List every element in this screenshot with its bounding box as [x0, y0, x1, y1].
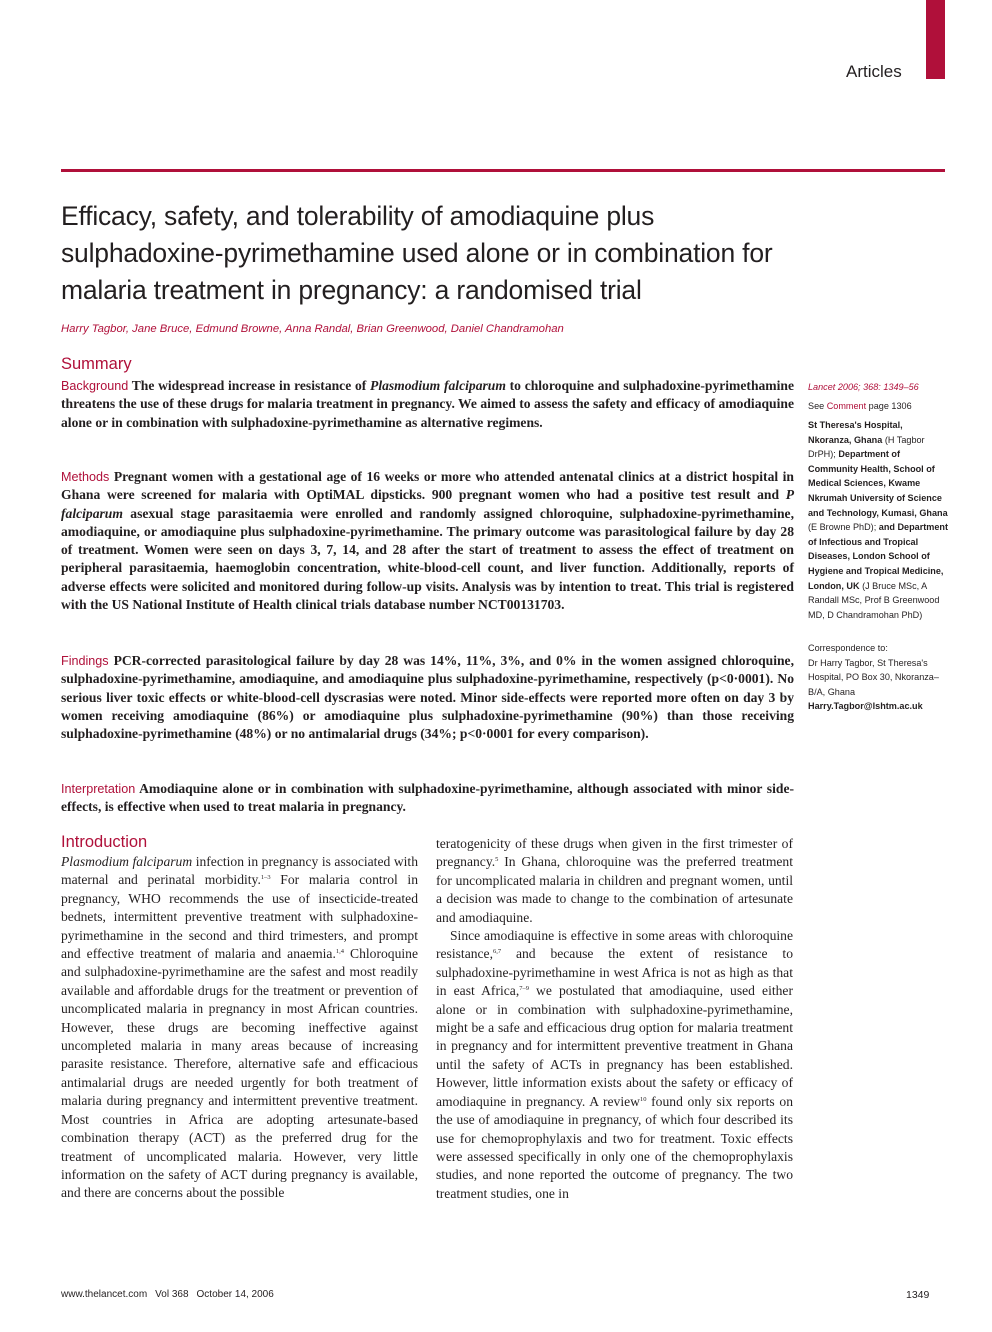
reference-marker[interactable]: 1,4 [335, 948, 344, 956]
body-column-left [61, 853, 418, 1203]
findings-label: Findings [61, 654, 109, 668]
article-title: Efficacy, safety, and tolerability of amodiaquine plus sulphadoxine-pyrimethamine used alone or in combination for malaria treatment in pregnancy: a randomised trial [61, 201, 773, 305]
intro-paragraph-1 [61, 853, 418, 1203]
intro-paragraph-1-cont [436, 835, 793, 927]
summary-heading: Summary [61, 355, 132, 373]
section-label: Articles [846, 62, 902, 81]
correspondence-email[interactable]: Harry.Tagbor@lshtm.ac.uk [808, 701, 923, 712]
reference-marker[interactable]: 10 [639, 1095, 647, 1103]
affiliation-2-people: (E Browne PhD); [808, 522, 877, 533]
volume: Vol 368 [155, 1289, 189, 1300]
background-text-cont: to chloroquine and sulphadoxine-pyrimethamine threatens the use of these drugs for malaria treatment in pregnancy. We aimed to assess the safety and efficacy of amodiaquine alone or in combination with sulphadoxine-pyrimethamine as alternative regimens. [61, 378, 794, 430]
see-also-page: page 1306 [866, 401, 912, 411]
reference-marker[interactable]: 7–9 [519, 985, 529, 993]
interpretation-label: Interpretation [61, 782, 136, 796]
comment-link[interactable]: Comment [826, 401, 867, 411]
introduction-heading: Introduction [61, 833, 148, 851]
correspondence [808, 641, 948, 714]
citation: Lancet 2006; 368: 1349–56 [808, 382, 919, 392]
affiliation-2: Department of Community Health, School of Medical Sciences, Kwame Nkrumah University of Science and Technology, Kumasi, Ghana [808, 449, 948, 518]
background-label: Background [61, 379, 129, 393]
background-text: The widespread increase in resistance of [128, 378, 371, 393]
reference-marker[interactable]: 6,7 [493, 948, 502, 956]
body-text: we postulated that amodiaquine, used either alone or in combination with sulphadoxine-pyrimethamine, might be a safe and efficacious drug option for malaria treatment in pregnancy and for intermittent preventive treatment in Ghana until the safety of ACTs in pregnancy has been established. However, little information exists about the safety or efficacy of amodiaquine in pregnancy. A review [436, 983, 793, 1109]
methods-text-cont: asexual stage parasitaemia were enrolled and randomly assigned chloroquine, sulphadoxine-pyrimethamine, amodiaquine, or amodiaquine plus sulphadoxine-pyrimethamine. The primary outcome was parasitological failure by day 28 of treatment. Women were seen on days 3, 7, 14, and 28 after the start of treatment to assess the effect of treatment on peripheral parasitaemia, haemoglobin concentration, white-blood-cell count, and liver function. Additionally, reports of adverse effects were solicited and monitored during follow-up visits. Analysis was by intention to treat. This trial is registered with the US National Institute of Health clinical trials database number NCT00131703. [61, 505, 794, 613]
body-text: Since amodiaquine is effective in some areas with chloroquine resistance, [436, 928, 793, 962]
body-text: found only six reports on the use of amodiaquine in pregnancy, of which four described its use for chemoprophylaxis and two for treatment. Toxic effects were assessed specifically in only one of the chemoprophylaxis studies, and none reported the outcome of pregnancy. The two treatment studies, one in [436, 1093, 793, 1201]
affiliation-3-people: (J Bruce MSc, A Randall MSc, Prof B Greenwood MD, D Chandramohan PhD) [808, 580, 940, 620]
abstract-methods [61, 468, 794, 614]
body-text: Chloroquine and sulphadoxine-pyrimethamine are the safest and most readily available and affordable drugs for the treatment or prevention of uncomplicated malaria in pregnancy in most African countries. However, these drugs are becoming ineffective against uncompleted malaria in many areas because of increasing parasite resistance. Therefore, alternative safe and efficacious antimalarial drugs are needed urgently for both treatment of malaria during pregnancy and intermittent preventive treatment. Most countries in Africa are adopting artesunate-based combination therapy (ACT) as the preferred drug for the treatment of uncomplicated malaria. However, very little information on the safety of ACT during pregnancy is available, and there are concerns about the possible [61, 946, 418, 1201]
affiliation-and: and [878, 522, 895, 533]
body-text: and because the extent of resistance to sulphadoxine-pyrimethamine in west Africa is not as high as that in east Africa, [436, 946, 793, 999]
journal-url[interactable]: www.thelancet.com [61, 1289, 148, 1300]
affiliations [808, 418, 948, 622]
intro-paragraph-2 [436, 927, 793, 1203]
abstract-findings [61, 652, 794, 743]
affiliation-1-people: (H Tagbor DrPH); [808, 434, 925, 460]
species-name: Plasmodium falciparum [370, 378, 506, 393]
species-name: Plasmodium falciparum [61, 854, 193, 869]
see-also [808, 399, 948, 414]
body-text: In Ghana, chloroquine was the preferred treatment for uncomplicated malaria in children and pregnant women, until a decision was made to change to the combination of artesunate and amodiaquine. [436, 854, 793, 925]
author-list: Harry Tagbor, Jane Bruce, Edmund Browne, Anna Randal, Brian Greenwood, Daniel Chandramohan [61, 323, 564, 335]
issue-date: October 14, 2006 [196, 1289, 274, 1300]
interpretation-text: Amodiaquine alone or in combination with sulphadoxine-pyrimethamine, although associated with minor side-effects, is effective when used to treat malaria in pregnancy. [61, 781, 794, 815]
page-number: 1349 [906, 1289, 930, 1301]
abstract-background [61, 377, 794, 432]
methods-text: Pregnant women with a gestational age of 16 weeks or more who attended antenatal clinics at a district hospital in Ghana were screened for malaria with OptiMAL dipsticks. 900 pregnant women who had a positive test result and [61, 469, 794, 503]
see-also-text: See [808, 401, 827, 411]
section-tab-marker [926, 0, 945, 79]
methods-label: Methods [61, 470, 110, 484]
abstract-interpretation [61, 780, 794, 817]
header-rule [61, 169, 945, 172]
affiliation-1: St Theresa's Hospital, Nkoranza, Ghana [808, 420, 903, 445]
body-text: infection in pregnancy is associated with maternal and perinatal morbidity. [61, 854, 418, 888]
body-column-right [436, 835, 793, 1203]
correspondence-address: Dr Harry Tagbor, St Theresa's Hospital, PO Box 30, Nkoranza–B/A, Ghana [808, 657, 939, 697]
footer [61, 1289, 274, 1300]
correspondence-label: Correspondence to: [808, 643, 888, 653]
reference-marker[interactable]: 1–3 [260, 874, 271, 882]
body-text: For malaria control in pregnancy, WHO recommends the use of insecticide-treated bednets, intermittent preventive treatment with sulphadoxine-pyrimethamine in the second and third trimesters, and prompt and effective treatment of malaria and anaemia. [61, 872, 419, 962]
reference-marker[interactable]: 5 [495, 856, 499, 864]
affiliation-3: Department of Infectious and Tropical Diseases, London School of Hygiene and Tropical Medicine, London, UK [808, 522, 948, 591]
body-text: teratogenicity of these drugs when given in the first trimester of pregnancy. [436, 836, 793, 870]
species-name: P falciparum [61, 487, 794, 521]
findings-text: PCR-corrected parasitological failure by day 28 was 14%, 11%, 3%, and 0% in the women assigned chloroquine, sulphadoxine-pyrimethamine, amodiaquine, and amodiaquine plus sulphadoxine-pyrimethamine, respectively (p<0·0001). No serious liver toxic effects or white-blood-cell dyscrasias were noted. Minor side-effects were reported more often on day 3 by women receiving amodiaquine (86%) or amodiaquine plus sulphadoxine-pyrimethamine (90%) than those receiving sulphadoxine-pyrimethamine (48%) or no antimalarial drugs (34%; p<0·0001 for every comparison). [61, 653, 794, 742]
